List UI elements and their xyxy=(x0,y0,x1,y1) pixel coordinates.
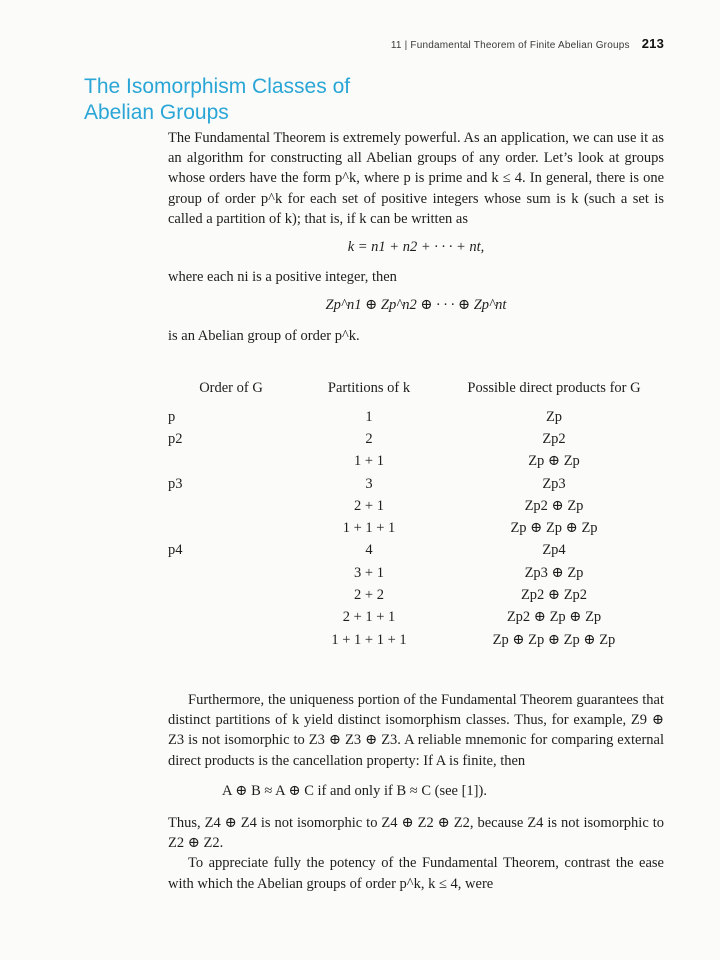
abelian-groups-table xyxy=(168,378,664,651)
paragraph-6: To appreciate fully the potency of the Fundamental Theorem, contrast the ease with which the Abelian groups of order p^k, k ≤ 4, were xyxy=(168,855,664,892)
partition-cell: 3 + 1 xyxy=(354,564,384,581)
paragraph-2: where each ni is a positive integer, then xyxy=(168,269,397,286)
product-cell: Zp2 ⊕ Zp xyxy=(524,497,584,514)
order-cell xyxy=(168,584,294,606)
partition-cell: 2 + 1 + 1 xyxy=(342,609,396,626)
product-cell: Zp ⊕ Zp ⊕ Zp ⊕ Zp xyxy=(492,631,616,648)
table-row xyxy=(168,451,664,473)
table-row xyxy=(168,495,664,517)
product-cell: Zp2 ⊕ Zp2 xyxy=(520,587,588,604)
table-row xyxy=(168,540,664,562)
product-cell: Zp ⊕ Zp xyxy=(528,453,580,470)
partition-cell: 2 xyxy=(365,430,373,447)
order-cell: p xyxy=(168,408,176,425)
table-row xyxy=(168,473,664,495)
product-cell: Zp2 ⊕ Zp ⊕ Zp xyxy=(506,609,602,626)
table-row xyxy=(168,607,664,629)
table-header-row xyxy=(168,378,664,406)
order-cell xyxy=(168,562,294,584)
body-text xyxy=(168,128,664,346)
paragraph-1: The Fundamental Theorem is extremely powerful. As an application, we can use it as an algorithm for constructing all Abelian groups of any order. Let’s look at groups whose orders have the form p^k, where p is prime and k ≤ 4. In general, there is one group of order p^k for each set of positive integers whose sum is k (such a set is called a partition of k); that is, if k can be written as xyxy=(168,130,664,227)
product-cell: Zp xyxy=(545,408,563,425)
partition-cell: 4 xyxy=(365,542,373,559)
order-cell: p4 xyxy=(168,542,183,559)
table-row xyxy=(168,562,664,584)
partition-cell: 1 + 1 xyxy=(354,453,384,470)
order-cell: p2 xyxy=(168,430,183,447)
table-row xyxy=(168,406,664,428)
running-head xyxy=(0,36,664,51)
partition-cell: 1 + 1 + 1 + 1 xyxy=(331,631,407,648)
table-row xyxy=(168,629,664,651)
order-cell xyxy=(168,629,294,651)
header-order: Order of G xyxy=(199,380,263,396)
partition-cell: 2 + 1 xyxy=(354,497,384,514)
equation-direct-product: Zp^n1 ⊕ Zp^n2 ⊕ · · · ⊕ Zp^nt xyxy=(325,297,507,314)
table-row xyxy=(168,517,664,539)
equation-partition: k = n1 + n2 + · · · + nt, xyxy=(347,239,485,256)
partition-cell: 2 + 2 xyxy=(354,587,384,604)
product-cell: Zp3 xyxy=(542,475,566,492)
partition-cell: 1 + 1 + 1 xyxy=(342,520,396,537)
paragraph-5: Thus, Z4 ⊕ Z4 is not isomorphic to Z4 ⊕ Z2 ⊕ Z2, because Z4 is not isomorphic to Z2 ⊕ Z2. xyxy=(168,815,664,852)
order-cell: p3 xyxy=(168,475,183,492)
paragraph-3: is an Abelian group of order p^k. xyxy=(168,327,360,344)
product-cell: Zp3 ⊕ Zp xyxy=(524,564,584,581)
page-number: 213 xyxy=(641,36,664,51)
order-cell xyxy=(168,495,294,517)
partition-cell: 1 xyxy=(365,408,373,425)
product-cell: Zp ⊕ Zp ⊕ Zp xyxy=(510,520,598,537)
order-cell xyxy=(168,607,294,629)
product-cell: Zp2 xyxy=(542,430,566,447)
running-head-text: 11 | Fundamental Theorem of Finite Abelian Groups xyxy=(390,40,630,51)
order-cell xyxy=(168,451,294,473)
order-cell xyxy=(168,517,294,539)
product-cell: Zp4 xyxy=(542,542,566,559)
partition-cell: 3 xyxy=(365,475,373,492)
equation-cancellation: A ⊕ B ≈ A ⊕ C if and only if B ≈ C (see [1]). xyxy=(222,782,487,799)
header-products: Possible direct products for G xyxy=(467,380,641,396)
section-title: The Isomorphism Classes of Abelian Groups xyxy=(84,75,351,124)
table-row xyxy=(168,428,664,450)
header-partitions: Partitions of k xyxy=(327,380,411,396)
table-row xyxy=(168,584,664,606)
body-text-continued xyxy=(168,690,664,894)
paragraph-4: Furthermore, the uniqueness portion of the Fundamental Theorem guarantees that distinct partitions of k yield distinct isomorphism classes. Thus, for example, Z9 ⊕ Z3 is not isomorphic to Z3 ⊕ Z3 ⊕ Z3. A reliable mnemonic for comparing external direct products is the cancellation property: If A is finite, then xyxy=(168,692,664,769)
